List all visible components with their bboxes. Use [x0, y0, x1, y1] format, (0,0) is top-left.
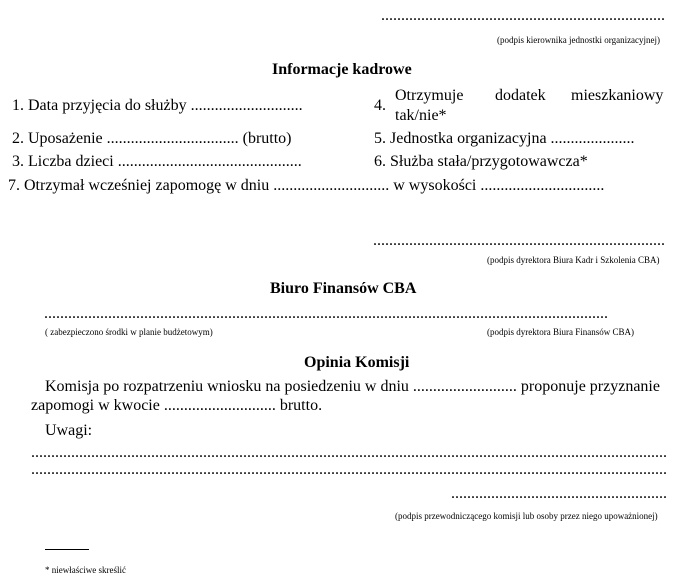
- top-signature-line: .......................................................................: [381, 7, 665, 24]
- commission-signature-line: ......................................................: [451, 485, 667, 502]
- top-signature-caption: (podpis kierownika jednostki organizacyjnej): [497, 35, 661, 45]
- hr-item-previous-aid: 7. Otrzymał wcześniej zapomogę w dniu ............................. w wysokości ...............................: [8, 177, 605, 194]
- hr-item-children: 3. Liczba dzieci ..............................................: [12, 153, 302, 170]
- hr-signature-caption: (podpis dyrektora Biura Kadr i Szkolenia CBA): [487, 255, 660, 265]
- footnote-text: * niewłaściwe skreślić: [45, 565, 126, 575]
- commission-remarks-line: ...............................................................................................................................................................: [31, 444, 667, 461]
- hr-item-housing-word3: mieszkaniowy: [571, 87, 664, 104]
- finance-signature-line: .............................................................................................................................................: [44, 305, 608, 322]
- finance-caption-signature: (podpis dyrektora Biura Finansów CBA): [487, 327, 634, 337]
- commission-remarks-label: Uwagi:: [45, 422, 93, 439]
- hr-item-hire-date: 1. Data przyjęcia do służby ............................: [12, 97, 303, 114]
- hr-item-service-type: 6. Służba stała/przygotowawcza*: [374, 153, 588, 170]
- hr-signature-line: .........................................................................: [373, 232, 665, 249]
- footnote-separator: [45, 549, 89, 550]
- hr-item-housing-number: 4.: [374, 97, 386, 114]
- commission-paragraph-line1: Komisja po rozpatrzeniu wniosku na posiedzeniu w dniu .......................... proponuje przyznanie: [45, 378, 660, 395]
- hr-item-org-unit: 5. Jednostka organizacyjna .....................: [374, 130, 635, 147]
- hr-item-housing-word1: Otrzymuje: [395, 87, 464, 104]
- hr-item-housing-answer: tak/nie*: [395, 107, 447, 124]
- hr-item-housing-word2: dodatek: [495, 87, 546, 104]
- commission-paragraph-line2: zapomogi w kwocie ............................ brutto.: [31, 397, 323, 414]
- hr-info-title: Informacje kadrowe: [272, 61, 412, 78]
- finance-caption-budget: ( zabezpieczono środki w planie budżetowym): [45, 327, 213, 337]
- hr-item-salary: 2. Uposażenie ................................. (brutto): [12, 130, 292, 147]
- commission-signature-caption: (podpis przewodniczącego komisji lub osoby przez niego upoważnionej): [395, 511, 658, 521]
- commission-remarks-line: ...............................................................................................................................................................: [31, 461, 667, 478]
- commission-title: Opinia Komisji: [304, 354, 410, 371]
- finance-title: Biuro Finansów CBA: [270, 280, 417, 297]
